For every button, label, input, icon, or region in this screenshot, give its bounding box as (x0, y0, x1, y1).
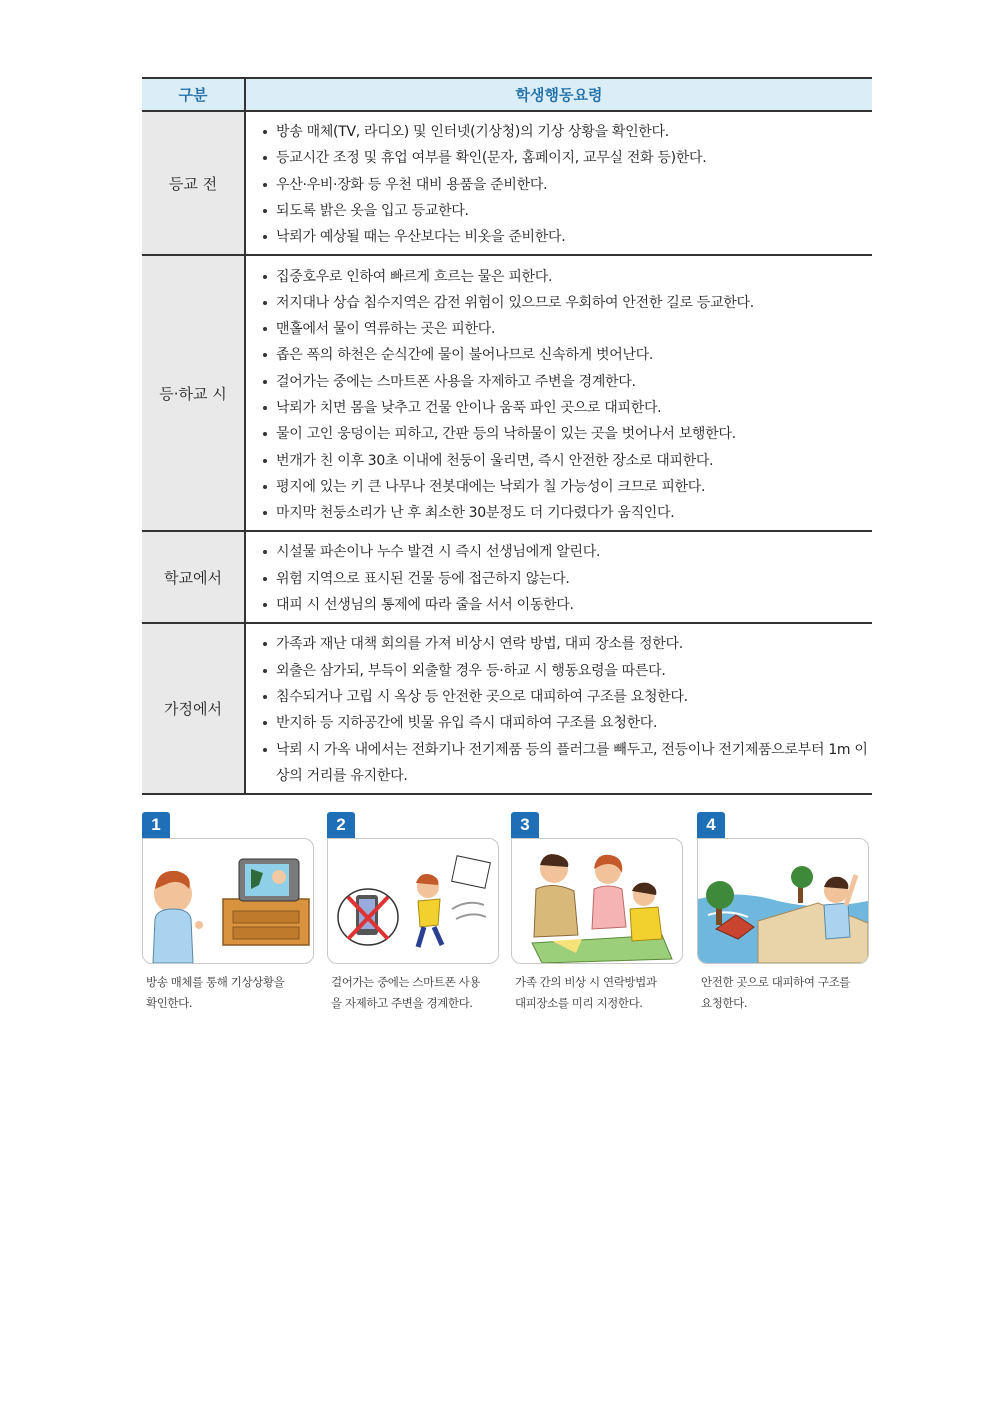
family-meeting-illustration (512, 839, 682, 963)
illustration-frame (142, 838, 314, 964)
list-item: 저지대나 상습 침수지역은 감전 위험이 있으므로 우회하여 안전한 길로 등교한다. (260, 290, 872, 316)
panel-number-badge: 4 (697, 812, 725, 838)
illustration-caption (701, 972, 869, 1014)
list-item: 맨홀에서 물이 역류하는 곳은 피한다. (260, 316, 872, 342)
guideline-list (246, 112, 872, 254)
caption-line: 방송 매체를 통해 기상상황을 (146, 975, 285, 989)
student-guideline-table (142, 77, 872, 795)
caption-line: 가족 간의 비상 시 연락방법과 (515, 975, 657, 989)
list-item: 위험 지역으로 표시된 건물 등에 접근하지 않는다. (260, 566, 872, 592)
list-item: 시설물 파손이나 누수 발견 시 즉시 선생님에게 알린다. (260, 539, 872, 565)
list-item: 낙뢰 시 가옥 내에서는 전화기나 전기제품 등의 플러그를 빼두고, 전등이나 전기제품으로부터 1m 이상의 거리를 유지한다. (260, 737, 872, 790)
list-item: 마지막 천둥소리가 난 후 최소한 30분정도 더 기다렸다가 움직인다. (260, 500, 872, 526)
header-category: 구분 (142, 78, 245, 111)
caption-line: 확인한다. (146, 996, 193, 1010)
panel-number-badge: 1 (142, 812, 170, 838)
illustration-panels (142, 812, 872, 1022)
row-items-cell (245, 531, 872, 623)
row-items-cell (245, 255, 872, 531)
panel-number-badge: 2 (327, 812, 355, 838)
row-category: 학교에서 (142, 531, 245, 623)
illustration-caption (146, 972, 314, 1014)
caption-line: 안전한 곳으로 대피하여 구조를 (701, 975, 850, 989)
caption-line: 걸어가는 중에는 스마트폰 사용 (331, 975, 480, 989)
row-items-cell (245, 623, 872, 794)
row-category: 등·하교 시 (142, 255, 245, 531)
table-row (142, 623, 872, 794)
row-category: 가정에서 (142, 623, 245, 794)
list-item: 평지에 있는 키 큰 나무나 전봇대에는 낙뢰가 칠 가능성이 크므로 피한다. (260, 474, 872, 500)
illustration-caption (331, 972, 499, 1014)
illustration-frame (511, 838, 683, 964)
flood-rescue-rooftop-illustration (698, 839, 868, 963)
caption-line: 대피장소를 미리 지정한다. (515, 996, 643, 1010)
list-item: 대피 시 선생님의 통제에 따라 줄을 서서 이동한다. (260, 592, 872, 618)
list-item: 물이 고인 웅덩이는 피하고, 간판 등의 낙하물이 있는 곳을 벗어나서 보행한다. (260, 421, 872, 447)
illustration-caption (515, 972, 683, 1014)
row-items-cell (245, 111, 872, 255)
guideline-list (246, 624, 872, 793)
list-item: 외출은 삼가되, 부득이 외출할 경우 등·하교 시 행동요령을 따른다. (260, 658, 872, 684)
illustration-frame (327, 838, 499, 964)
table-header-row (142, 78, 872, 111)
list-item: 번개가 친 이후 30초 이내에 천둥이 울리면, 즉시 안전한 장소로 대피한다. (260, 448, 872, 474)
table-row (142, 255, 872, 531)
no-smartphone-walking-illustration (328, 839, 498, 963)
guideline-list (246, 257, 872, 531)
list-item: 우산·우비·장화 등 우천 대비 용품을 준비한다. (260, 172, 872, 198)
list-item: 걸어가는 중에는 스마트폰 사용을 자제하고 주변을 경계한다. (260, 369, 872, 395)
guideline-document (142, 77, 872, 795)
table-row (142, 111, 872, 255)
list-item: 가족과 재난 대책 회의를 가져 비상시 연락 방법, 대피 장소를 정한다. (260, 631, 872, 657)
list-item: 좁은 폭의 하천은 순식간에 물이 불어나므로 신속하게 벗어난다. (260, 342, 872, 368)
caption-line: 요청한다. (701, 996, 748, 1010)
row-category: 등교 전 (142, 111, 245, 255)
list-item: 되도록 밝은 옷을 입고 등교한다. (260, 198, 872, 224)
list-item: 집중호우로 인하여 빠르게 흐르는 물은 피한다. (260, 264, 872, 290)
table-row (142, 531, 872, 623)
guideline-list (246, 532, 872, 622)
caption-line: 을 자제하고 주변을 경계한다. (331, 996, 473, 1010)
header-guideline: 학생행동요령 (245, 78, 872, 111)
illustration-frame (697, 838, 869, 964)
list-item: 반지하 등 지하공간에 빗물 유입 즉시 대피하여 구조를 요청한다. (260, 710, 872, 736)
boy-watching-tv-illustration (143, 839, 313, 963)
list-item: 낙뢰가 치면 몸을 낮추고 건물 안이나 움푹 파인 곳으로 대피한다. (260, 395, 872, 421)
list-item: 침수되거나 고립 시 옥상 등 안전한 곳으로 대피하여 구조를 요청한다. (260, 684, 872, 710)
panel-number-badge: 3 (511, 812, 539, 838)
list-item: 방송 매체(TV, 라디오) 및 인터넷(기상청)의 기상 상황을 확인한다. (260, 119, 872, 145)
list-item: 등교시간 조정 및 휴업 여부를 확인(문자, 홈페이지, 교무실 전화 등)한다. (260, 145, 872, 171)
list-item: 낙뢰가 예상될 때는 우산보다는 비옷을 준비한다. (260, 224, 872, 250)
